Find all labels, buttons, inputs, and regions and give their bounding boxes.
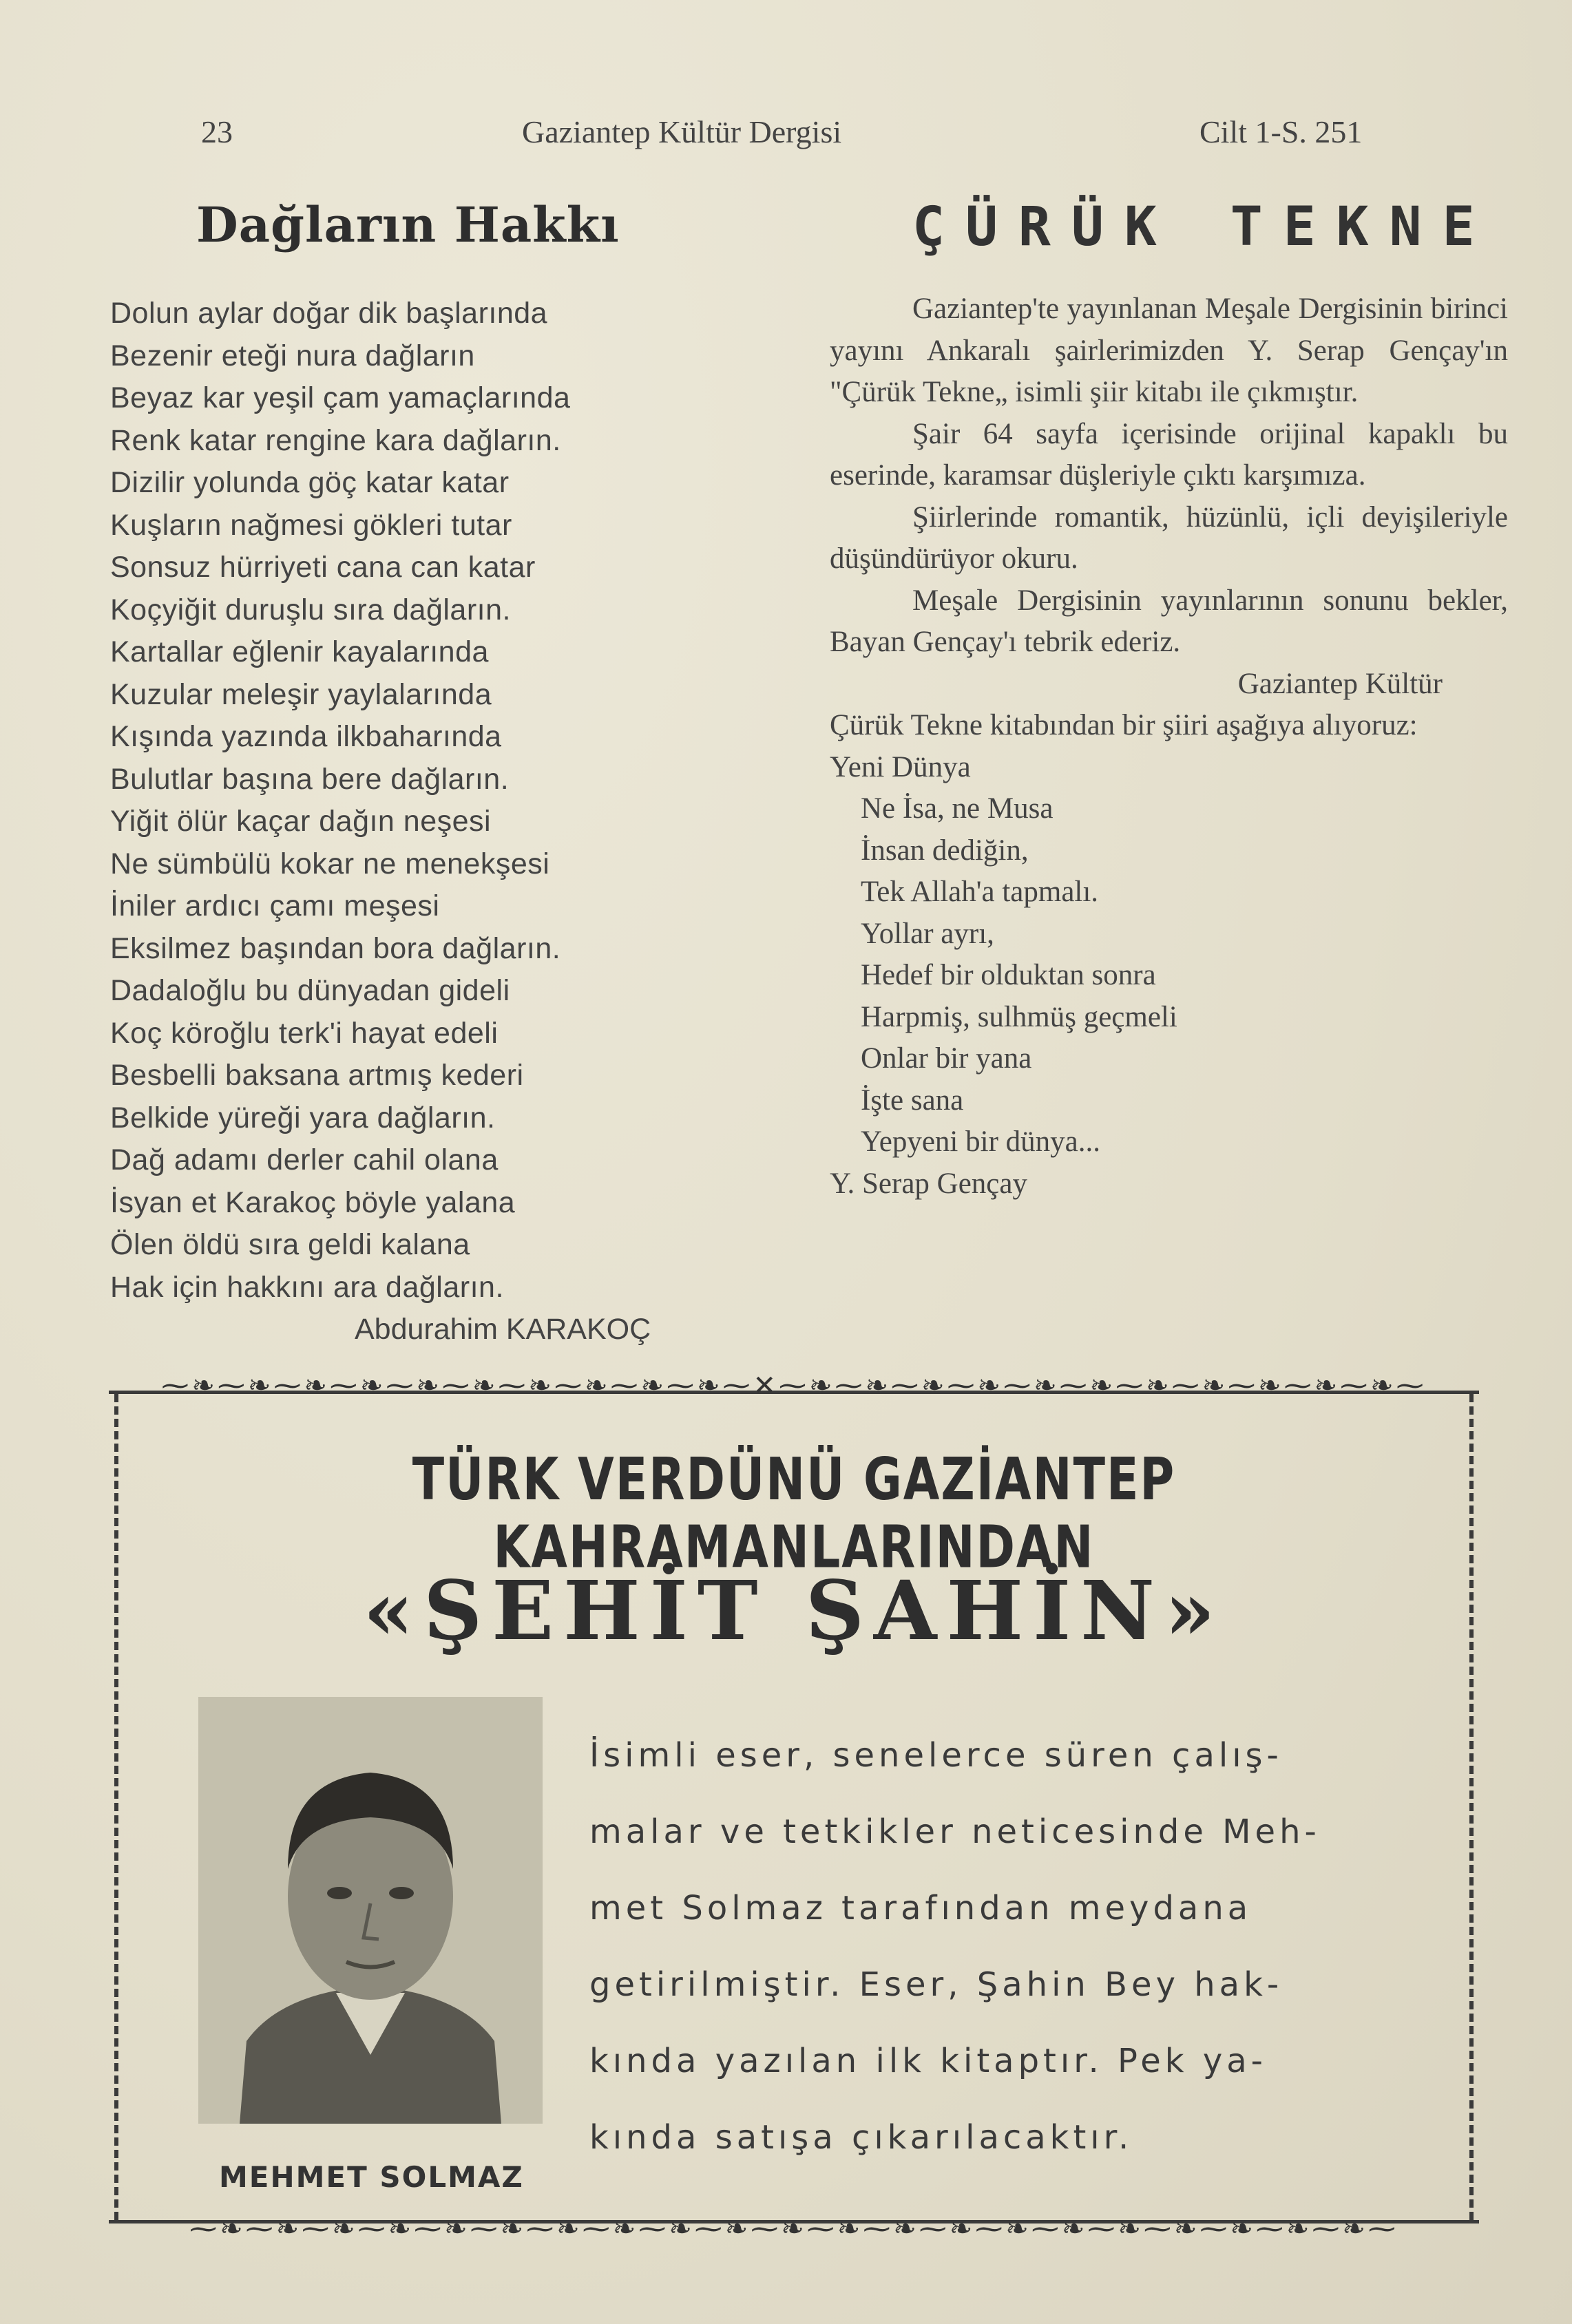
poem-line: Sonsuz hürriyeti cana can katar <box>110 551 536 584</box>
article-paragraph: Şiirlerinde romantik, hüzünlü, içli deyişileriyle düşündürüyor okuru. <box>830 500 1508 575</box>
poem-title: Dağların Hakkı <box>196 196 620 253</box>
poem-author: Abdurahim KARAKOÇ <box>355 1313 651 1346</box>
quoted-poem-line: Ne İsa, ne Musa <box>861 792 1054 825</box>
ad-text-line: malar ve tetkikler neticesinde Meh- <box>589 1813 1321 1851</box>
poem-line: İsyan et Karakoç böyle yalana <box>110 1185 516 1219</box>
quoted-poem-line: İnsan dediğin, <box>861 834 1029 867</box>
article-paragraph: Şair 64 sayfa içerisinde orijinal kapaklı bu eserinde, karamsar düşleriyle çıktı karşımıza. <box>830 417 1508 492</box>
quoted-poem <box>830 788 1508 1163</box>
quoted-poem-line: İşte sana <box>861 1084 964 1117</box>
ad-text-line: getirilmiştir. Eser, Şahin Bey hak- <box>589 1965 1283 2004</box>
poem-line: Kuşların nağmesi gökleri tutar <box>110 508 512 542</box>
right-column <box>830 196 1508 1205</box>
ornament-border-bottom: ⁓❧⁓❧⁓❧⁓❧⁓❧⁓❧⁓❧⁓❧⁓❧⁓❧⁓❧⁓❧⁓❧⁓❧⁓❧⁓❧⁓❧⁓❧⁓❧⁓❧⁓❧⁓ <box>189 2213 1398 2244</box>
ad-description <box>589 1718 1416 2176</box>
poem-body <box>110 293 813 1309</box>
poem-line: Bezenir eteği nura dağların <box>110 339 475 372</box>
poem-line: Ne sümbülü kokar ne menekşesi <box>110 847 550 880</box>
poem-line: Kuzular meleşir yaylalarında <box>110 677 492 711</box>
ad-text-line: met Solmaz tarafından meydana <box>589 1889 1253 1927</box>
poem-line: Koçyiğit duruşlu sıra dağların. <box>110 593 511 626</box>
page-number: 23 <box>201 114 233 149</box>
article-body <box>830 288 1508 1205</box>
poem-line: Kışında yazında ilkbaharında <box>110 720 502 753</box>
article-paragraph: Gaziantep'te yayınlanan Meşale Dergisinin birinci yayını Ankaralı şairlerimizden Y. Serap Gençay'ın "Çürük Tekne„ isimli şiir kitabı ile çıkmıştır. <box>830 293 1508 408</box>
poem-line: İniler ardıcı çamı meşesi <box>110 889 440 922</box>
volume-issue: Cilt 1-S. 251 <box>1199 114 1363 149</box>
quoted-poem-line: Yollar ayrı, <box>861 917 994 950</box>
poem-line: Kartallar eğlenir kayalarında <box>110 635 489 668</box>
portrait-photo <box>198 1697 543 2124</box>
poem-line: Koç köroğlu terk'i hayat edeli <box>110 1016 499 1050</box>
ornament-border-top: ⁓❧⁓❧⁓❧⁓❧⁓❧⁓❧⁓❧⁓❧⁓❧⁓❧⁓✕⁓❧⁓❧⁓❧⁓❧⁓❧⁓❧⁓❧⁓❧⁓❧⁓❧⁓❧⁓ <box>161 1370 1427 1401</box>
quoted-poem-line: Hedef bir olduktan sonra <box>861 959 1156 991</box>
article-paragraph: Meşale Dergisinin yayınlarının sonunu bekler, Bayan Gençay'ı tebrik ederiz. <box>830 584 1508 658</box>
poem-line: Ölen öldü sıra geldi kalana <box>110 1228 470 1261</box>
poem-line: Besbelli baksana artmış kederi <box>110 1059 524 1092</box>
poem-line: Bulutlar başına bere dağların. <box>110 762 510 796</box>
advertisement-box <box>109 1370 1479 2244</box>
poem-line: Eksilmez başından bora dağların. <box>110 931 561 965</box>
poem-line: Dağ adamı derler cahil olana <box>110 1143 499 1176</box>
quoted-poem-author: Y. Serap Gençay <box>830 1167 1027 1200</box>
left-column <box>110 196 813 1351</box>
poem-line: Dizilir yolunda göç katar katar <box>110 466 510 499</box>
quoted-poem-line: Onlar bir yana <box>861 1042 1032 1075</box>
ad-text-line: kında yazılan ilk kitaptır. Pek ya- <box>589 2042 1267 2080</box>
ad-text-line: kında satışa çıkarılacaktır. <box>589 2118 1133 2157</box>
article-intro: Çürük Tekne kitabından bir şiiri aşağıya alıyoruz: <box>830 709 1418 741</box>
ad-book-title: «ŞEHİT ŞAHİN» <box>363 1563 1225 1658</box>
photo-caption: MEHMET SOLMAZ <box>219 2160 524 2194</box>
quoted-poem-line: Harpmiş, sulhmüş geçmeli <box>861 1000 1177 1033</box>
article-title: ÇÜRÜK TEKNE <box>912 196 1496 258</box>
ad-headline: TÜRK VERDÜNÜ GAZİANTEP KAHRAMANLARINDAN <box>412 1446 1176 1582</box>
poem-line: Dolun aylar doğar dik başlarında <box>110 297 548 330</box>
poem-line: Yiğit ölür kaçar dağın neşesi <box>110 805 492 838</box>
article-signature: Gaziantep Kültür <box>1237 667 1443 700</box>
page-header <box>0 114 1572 162</box>
quoted-poem-title: Yeni Dünya <box>830 750 971 783</box>
poem-line: Renk katar rengine kara dağların. <box>110 423 561 457</box>
poem-line: Hak için hakkını ara dağların. <box>110 1270 504 1304</box>
journal-name: Gaziantep Kültür Dergisi <box>522 114 842 149</box>
poem-line: Beyaz kar yeşil çam yamaçlarında <box>110 381 571 414</box>
quoted-poem-line: Tek Allah'a tapmalı. <box>861 876 1099 908</box>
poem-line: Dadaloğlu bu dünyadan gideli <box>110 974 510 1007</box>
poem-line: Belkide yüreği yara dağların. <box>110 1101 496 1134</box>
quoted-poem-line: Yepyeni bir dünya... <box>861 1126 1100 1158</box>
ad-text-line: İsimli eser, senelerce süren çalış- <box>589 1736 1283 1775</box>
